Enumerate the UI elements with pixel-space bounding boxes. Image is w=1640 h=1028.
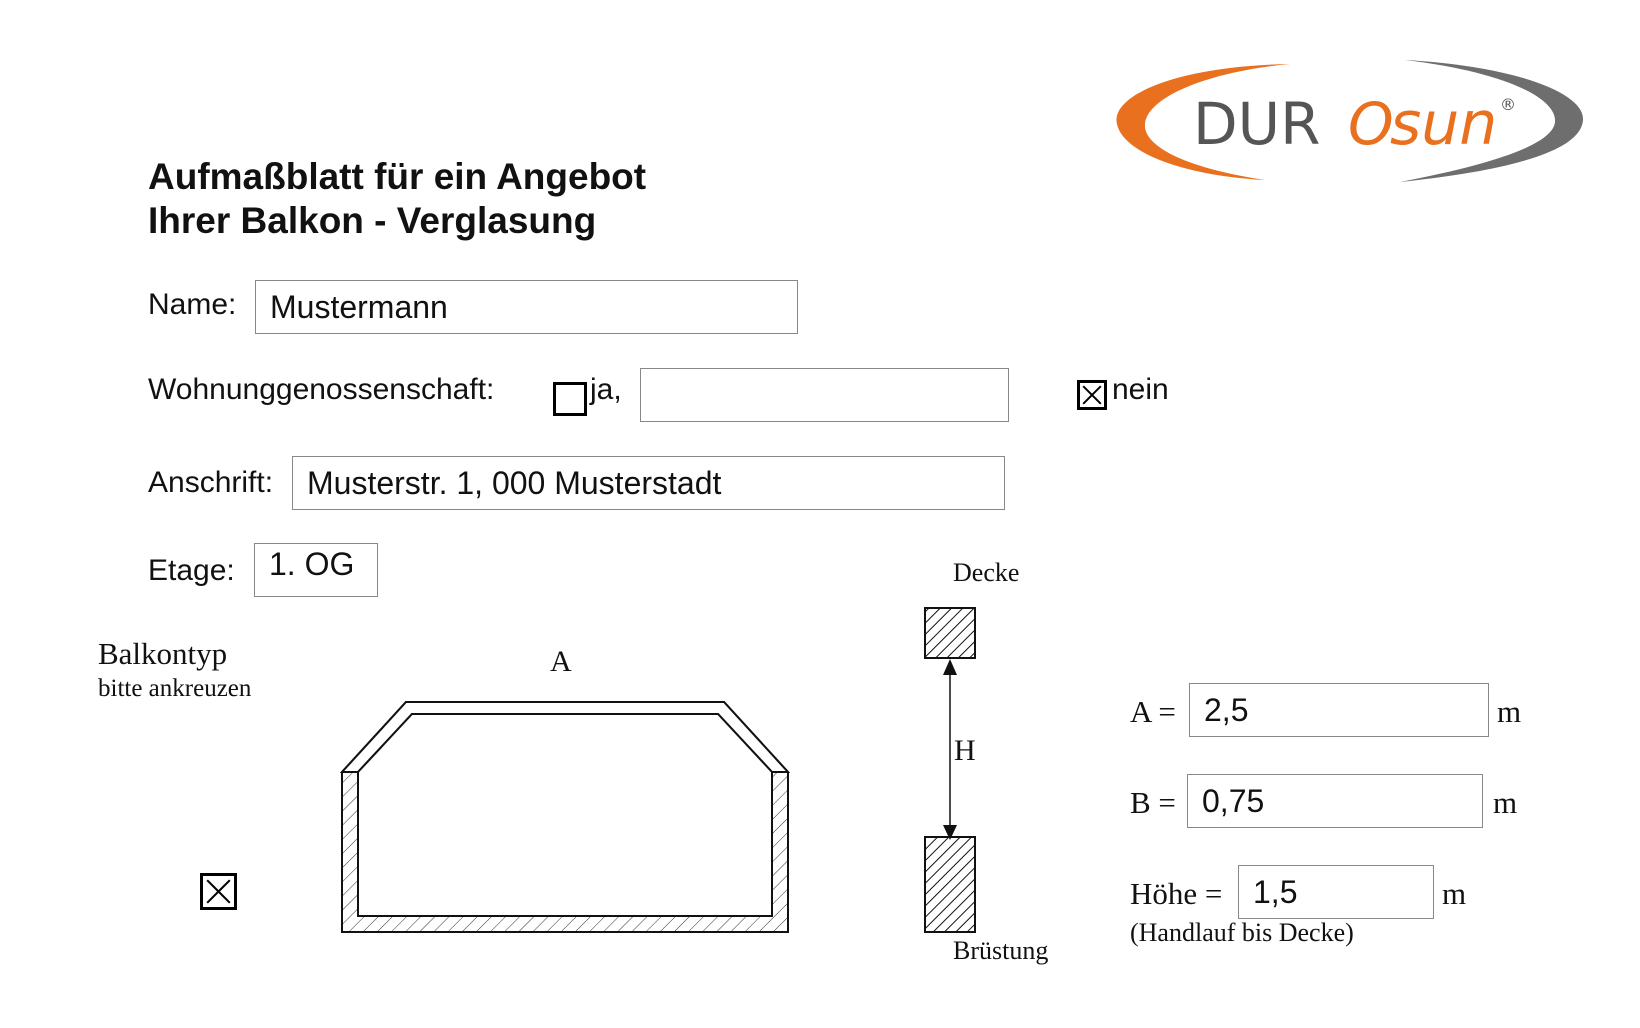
cooperative-yes-checkbox[interactable] xyxy=(553,382,587,416)
cooperative-yes-label: ja, xyxy=(590,373,622,406)
cooperative-label: Wohnunggenossenschaft: xyxy=(148,373,495,406)
checkbox-cross-icon xyxy=(1080,383,1104,407)
logo-registered-mark: ® xyxy=(1500,95,1516,114)
floor-label: Etage: xyxy=(148,554,235,587)
height-h-label: H xyxy=(954,734,976,767)
measure-a-unit: m xyxy=(1497,694,1522,729)
balcony-plan-diagram xyxy=(340,700,790,936)
balcony-type-label: Balkontyp xyxy=(98,636,228,671)
svg-text:DUR: DUR xyxy=(1193,90,1321,158)
measure-a-field[interactable]: 2,5 xyxy=(1189,683,1489,737)
measure-a-label: A = xyxy=(1130,694,1176,729)
measure-height-note: (Handlauf bis Decke) xyxy=(1130,918,1354,947)
page-title xyxy=(148,155,646,243)
cooperative-no-label: nein xyxy=(1112,373,1169,406)
parapet-label: Brüstung xyxy=(953,936,1049,965)
floor-field[interactable]: 1. OG xyxy=(254,543,378,597)
name-label: Name: xyxy=(148,288,237,321)
balcony-type-checkbox[interactable] xyxy=(200,873,237,910)
measure-b-field[interactable]: 0,75 xyxy=(1187,774,1483,828)
measure-height-unit: m xyxy=(1442,876,1467,911)
cooperative-name-field[interactable] xyxy=(640,368,1009,422)
durosun-logo xyxy=(1115,58,1585,188)
balcony-type-hint: bitte ankreuzen xyxy=(98,675,252,702)
title-line-2: Ihrer Balkon - Verglasung xyxy=(148,200,597,241)
measure-b-unit: m xyxy=(1493,785,1518,820)
address-label: Anschrift: xyxy=(148,466,274,499)
measure-b-label: B = xyxy=(1130,785,1176,820)
height-section-diagram xyxy=(920,605,980,935)
name-field[interactable]: Mustermann xyxy=(255,280,798,334)
cooperative-no-checkbox[interactable] xyxy=(1077,380,1107,410)
svg-text:O: O xyxy=(1348,90,1394,158)
address-field[interactable]: Musterstr. 1, 000 Musterstadt xyxy=(292,456,1005,510)
checkbox-cross-icon xyxy=(203,876,234,907)
measure-height-label: Höhe = xyxy=(1130,876,1223,911)
measure-height-field[interactable]: 1,5 xyxy=(1238,865,1434,919)
svg-text:sun: sun xyxy=(1390,89,1498,159)
dimension-a-label: A xyxy=(550,645,572,678)
title-line-1: Aufmaßblatt für ein Angebot xyxy=(148,156,647,197)
ceiling-label: Decke xyxy=(953,558,1020,587)
